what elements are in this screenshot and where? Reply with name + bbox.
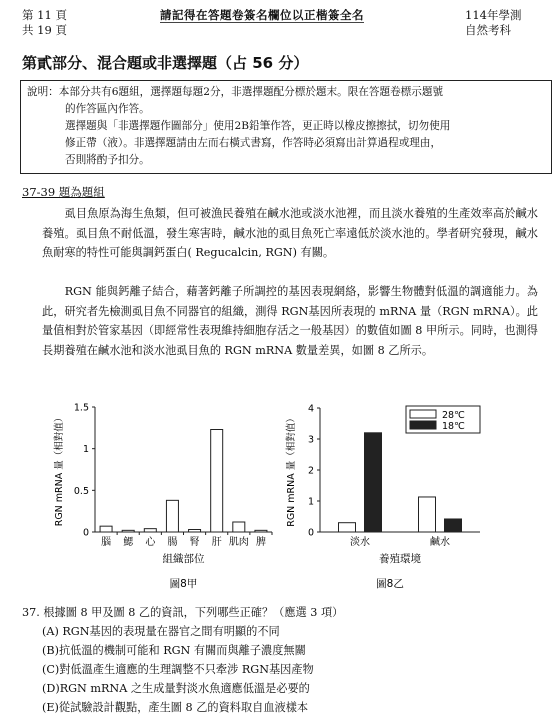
instructions-box <box>20 80 552 174</box>
bar-6 <box>233 522 245 532</box>
x-tick-label: 心 <box>145 537 156 548</box>
chart-8b <box>282 395 507 600</box>
chart-caption: 圖8乙 <box>376 578 404 590</box>
chart-8a <box>50 395 280 600</box>
option-c: (C)對低溫產生適應的生理調整不只牽涉 RGN基因產物 <box>42 663 314 676</box>
instructions-line3: 選擇題與「非選擇題作圖部分」使用2B鉛筆作答，更正時以橡皮擦擦拭，切勿使用 <box>65 120 451 132</box>
bar-1 <box>122 530 134 532</box>
y-tick-label: 1.5 <box>73 402 89 414</box>
x-tick-label: 肝 <box>211 537 222 548</box>
option-a: (A) RGN基因的表現量在器官之間有明顯的不同 <box>42 625 280 638</box>
x-tick-label: 腦 <box>101 537 112 548</box>
instructions-line2: 的作答區內作答。 <box>65 103 150 115</box>
page-total: 共 19 頁 <box>22 23 67 37</box>
y-tick-label: 0 <box>307 527 314 539</box>
y-tick-label: 1 <box>307 496 314 508</box>
x-tick-label: 脾 <box>255 537 266 548</box>
exam-year: 114年學測 <box>465 8 522 22</box>
option-b: (B)抗低溫的機制可能和 RGN 有關而與離子濃度無關 <box>42 644 306 657</box>
instructions-label: 說明： <box>27 86 59 98</box>
option-e: (E)從試驗設計觀點，產生圖 8 乙的資料取自血液樣本 <box>42 701 309 714</box>
bar-2 <box>144 529 156 532</box>
x-tick-label: 淡水 <box>350 537 370 548</box>
x-tick-label: 腎 <box>189 537 200 548</box>
exam-subject: 自然考科 <box>465 23 511 37</box>
question-group-title: 37-39 題為題組 <box>22 185 105 199</box>
bar-0 <box>100 526 112 532</box>
question-stem: 37. 根據圖 8 甲及圖 8 乙的資訊，下列哪些正確？（應選 3 項） <box>22 606 344 619</box>
bar-1-1 <box>445 519 462 532</box>
legend-label-0: 28℃ <box>442 410 465 421</box>
page-number: 第 11 頁 <box>22 8 67 22</box>
x-tick-label: 鹹水 <box>430 537 450 548</box>
y-tick-label: 4 <box>307 403 314 415</box>
bar-7 <box>255 530 267 532</box>
legend-swatch-0 <box>410 410 436 418</box>
legend-swatch-1 <box>410 421 436 429</box>
y-tick-label: 2 <box>307 465 314 477</box>
instructions-line1: 本部分共有6題組，選擇題每題2分，非選擇題配分標於題末。限在答題卷標示題號 <box>58 86 444 98</box>
x-axis-label: 組織部位 <box>162 553 205 565</box>
y-tick-label: 0 <box>82 527 89 539</box>
y-tick-label: 3 <box>307 434 314 446</box>
bar-0-1 <box>365 433 382 532</box>
y-axis-label: RGN mRNA 量（相對值） <box>286 413 297 527</box>
x-tick-label: 肌肉 <box>228 537 249 548</box>
x-axis-label: 養殖環境 <box>379 553 421 565</box>
chart-caption: 圖8甲 <box>169 578 198 590</box>
x-tick-label: 腸 <box>167 537 178 548</box>
x-tick-label: 鰓 <box>123 537 134 548</box>
y-tick-label: 1 <box>82 444 89 456</box>
legend-label-1: 18℃ <box>442 421 465 432</box>
y-axis-label: RGN mRNA 量（相對值） <box>54 412 65 527</box>
instructions-line4: 修正帶（液）。非選擇題請由左而右橫式書寫，作答時必須寫出計算過程或理由， <box>65 137 442 149</box>
y-tick-label: 0.5 <box>73 485 89 497</box>
option-d: (D)RGN mRNA 之生成量對淡水魚適應低溫是必要的 <box>42 682 310 695</box>
bar-4 <box>189 530 201 533</box>
passage-paragraph-1: 虱目魚原為海生魚類，但可被漁民養殖在鹹水池或淡水池裡，而且淡水養殖的生產效率高於鹹水養殖。虱目魚不耐低溫，發生寒害時，鹹水池的虱目魚死亡率遠低於淡水池的。學者研究發現，鹹水魚耐寒的特性可能與調鈣蛋白( Regucalcin, RGN) 有關。 <box>42 207 538 259</box>
instructions-line5: 否則將酌予扣分。 <box>65 154 150 166</box>
section-title: 第貳部分、混合題或非選擇題（占 56 分） <box>22 54 309 72</box>
bar-0-0 <box>339 523 356 532</box>
bar-1-0 <box>419 497 436 532</box>
bar-5 <box>211 430 223 533</box>
passage-paragraph-2: RGN 能與鈣離子結合，藉著鈣離子所調控的基因表現網絡，影響生物體對低溫的調適能力。為此，研究者先檢測虱目魚不同器官的組織，測得 RGN基因所表現的 mRNA 量（RGN mRNA）。此量值相對於管家基因（即經常性表現維持細胞存活之一般基因）的數值如圖 8 甲所示。同時，也測得長期養殖在鹹水池和淡水池虱目魚的 RGN mRNA 數量差異，如圖 8 乙所示。 <box>42 285 538 357</box>
signature-notice: 請記得在答題卷簽名欄位以正楷簽全名 <box>160 8 364 22</box>
bar-3 <box>166 500 178 532</box>
